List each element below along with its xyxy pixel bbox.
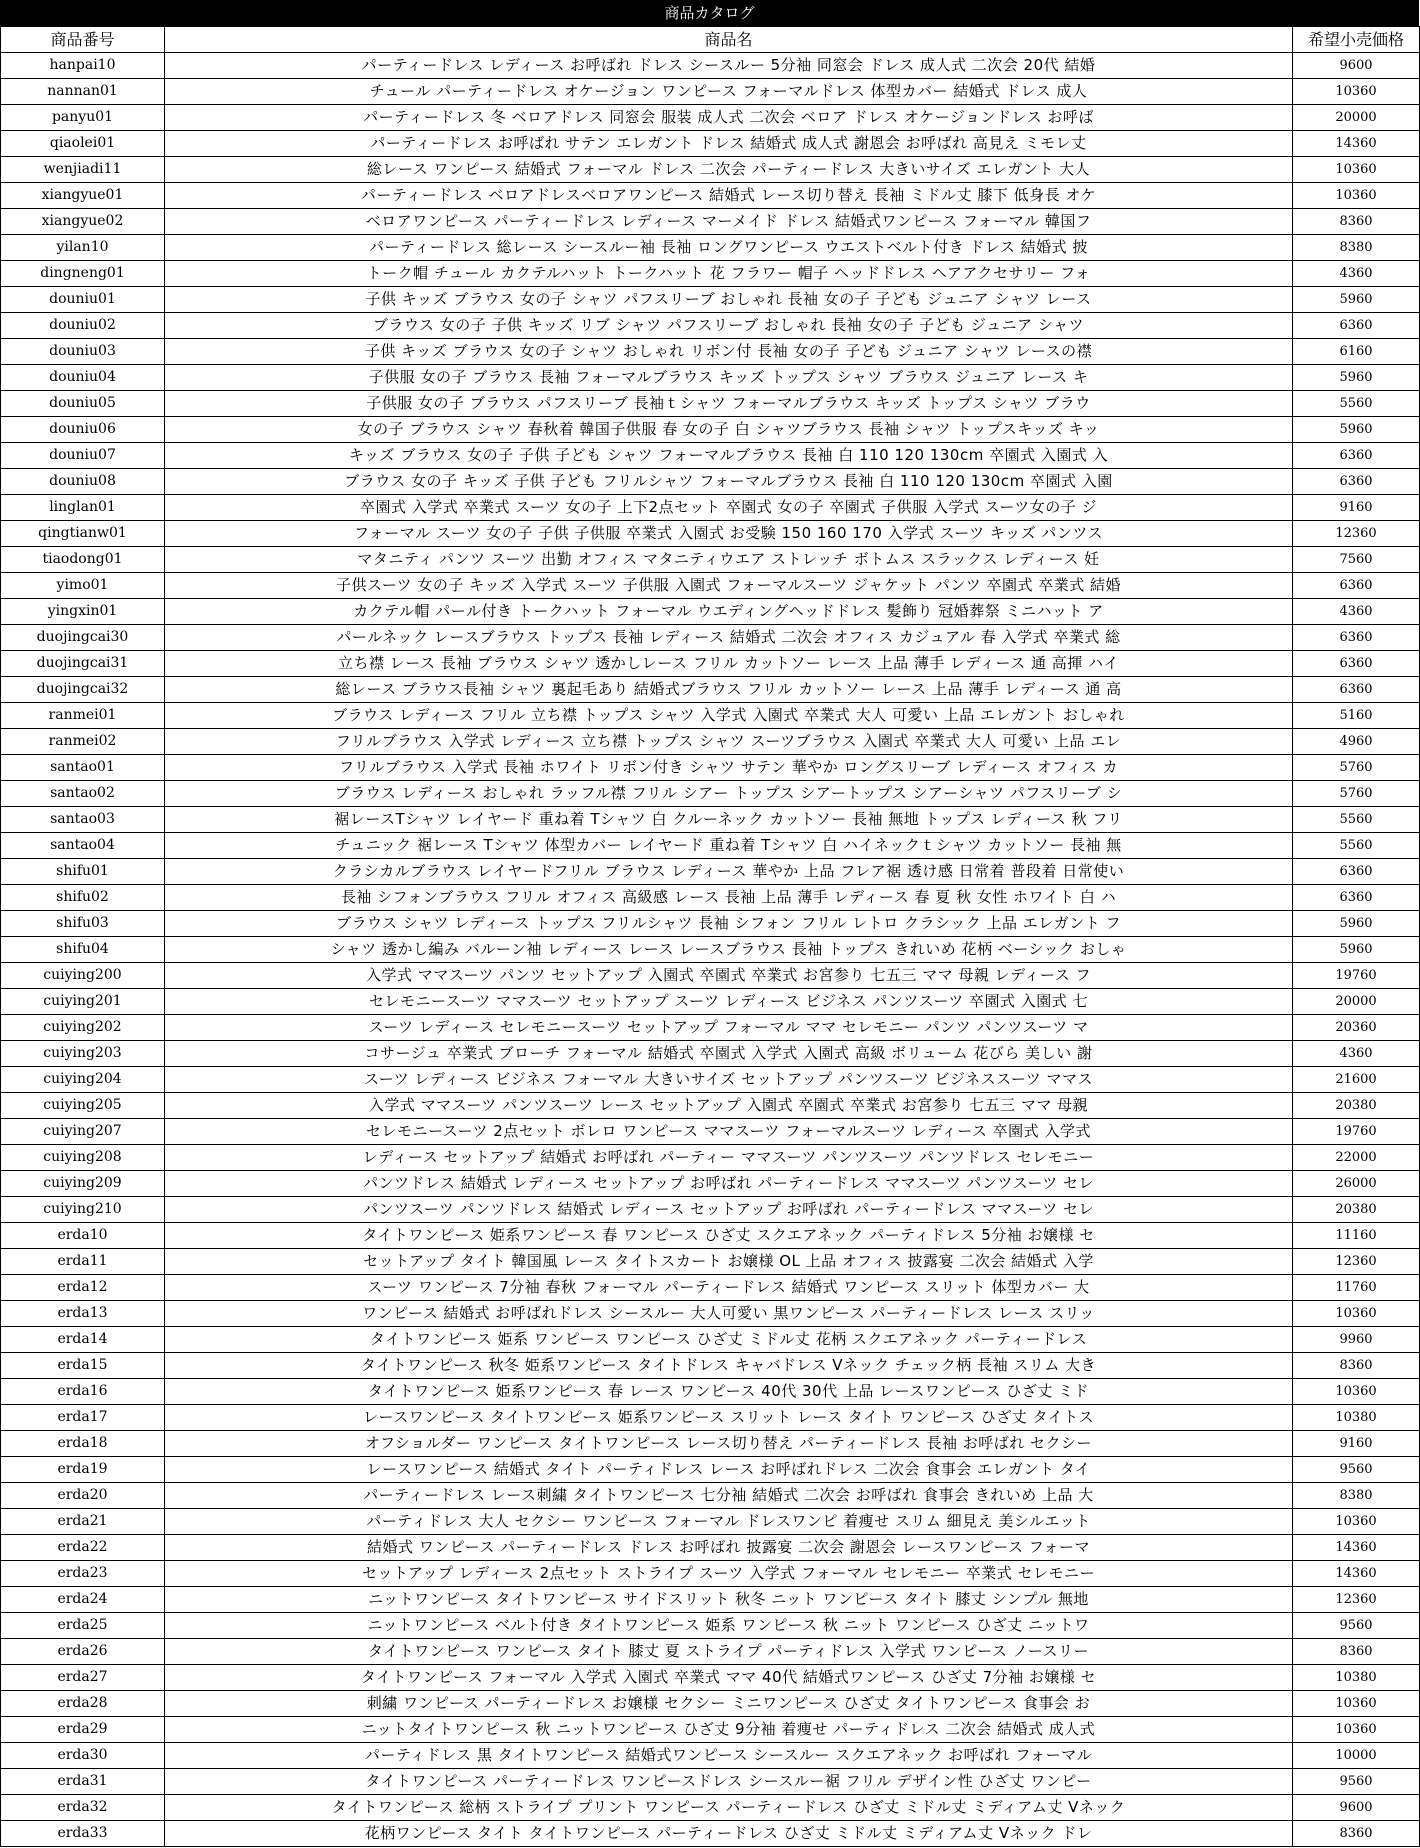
- retail-price-cell: 5960: [1293, 417, 1420, 443]
- product-code-cell: cuiying202: [1, 1015, 165, 1041]
- product-code-cell: wenjiadi11: [1, 157, 165, 183]
- product-code-cell: erda26: [1, 1639, 165, 1665]
- retail-price-cell: 10360: [1293, 157, 1420, 183]
- table-row: [1, 105, 1420, 131]
- retail-price-cell: 6360: [1293, 573, 1420, 599]
- table-row: [1, 1119, 1420, 1145]
- product-name-cell: スーツ レディース ビジネス フォーマル 大きいサイズ セットアップ パンツスーツ ビジネススーツ ママス: [165, 1067, 1293, 1093]
- product-name-cell: パーティードレス お呼ばれ サテン エレガント ドレス 結婚式 成人式 謝恩会 お呼ばれ 高見え ミモレ丈: [165, 131, 1293, 157]
- product-name-cell: ニットワンピース ベルト付き タイトワンピース 姫系 ワンピース 秋 ニット ワンピース ひざ丈 ニットワ: [165, 1613, 1293, 1639]
- product-name-cell: ブラウス レディース フリル 立ち襟 トップス シャツ 入学式 入園式 卒業式 大人 可愛い 上品 エレガント おしゃれ: [165, 703, 1293, 729]
- table-row: [1, 807, 1420, 833]
- product-code-cell: shifu01: [1, 859, 165, 885]
- retail-price-cell: 10380: [1293, 1405, 1420, 1431]
- product-name-cell: パーティードレス レース刺繍 タイトワンピース 七分袖 結婚式 二次会 お呼ばれ 食事会 きれいめ 上品 大: [165, 1483, 1293, 1509]
- product-code-cell: erda33: [1, 1821, 165, 1847]
- table-row: [1, 469, 1420, 495]
- table-row: [1, 1639, 1420, 1665]
- table-row: [1, 417, 1420, 443]
- retail-price-cell: 10360: [1293, 1691, 1420, 1717]
- retail-price-cell: 6360: [1293, 651, 1420, 677]
- product-name-cell: スーツ ワンピース 7分袖 春秋 フォーマル パーティードレス 結婚式 ワンピース スリット 体型カバー 大: [165, 1275, 1293, 1301]
- product-code-cell: cuiying201: [1, 989, 165, 1015]
- product-code-cell: erda24: [1, 1587, 165, 1613]
- retail-price-cell: 6360: [1293, 677, 1420, 703]
- product-code-cell: douniu06: [1, 417, 165, 443]
- product-code-cell: duojingcai31: [1, 651, 165, 677]
- table-row: [1, 1327, 1420, 1353]
- table-row: [1, 287, 1420, 313]
- retail-price-cell: 20000: [1293, 989, 1420, 1015]
- retail-price-cell: 19760: [1293, 963, 1420, 989]
- product-name-cell: チュニック 裾レース Tシャツ 体型カバー レイヤード 重ね着 Tシャツ 白 ハイネックｔシャツ カットソー 長袖 無: [165, 833, 1293, 859]
- product-name-cell: カクテル帽 パール付き トークハット フォーマル ウエディングヘッドドレス 髪飾り 冠婚葬祭 ミニハット ア: [165, 599, 1293, 625]
- retail-price-cell: 10360: [1293, 1379, 1420, 1405]
- retail-price-cell: 5560: [1293, 833, 1420, 859]
- product-name-cell: 子供 キッズ ブラウス 女の子 シャツ パフスリーブ おしゃれ 長袖 女の子 子ども ジュニア シャツ レース: [165, 287, 1293, 313]
- product-name-cell: 子供 キッズ ブラウス 女の子 シャツ おしゃれ リボン付 長袖 女の子 子ども ジュニア シャツ レースの襟: [165, 339, 1293, 365]
- product-name-cell: パーティードレス 総レース シースルー袖 長袖 ロングワンピース ウエストベルト付き ドレス 結婚式 披: [165, 235, 1293, 261]
- product-code-cell: santao02: [1, 781, 165, 807]
- product-code-cell: erda11: [1, 1249, 165, 1275]
- product-code-cell: erda10: [1, 1223, 165, 1249]
- table-row: [1, 157, 1420, 183]
- product-code-cell: erda23: [1, 1561, 165, 1587]
- product-name-cell: 総レース ワンピース 結婚式 フォーマル ドレス 二次会 パーティードレス 大きいサイズ エレガント 大人: [165, 157, 1293, 183]
- table-row: [1, 1431, 1420, 1457]
- product-name-cell: 入学式 ママスーツ パンツスーツ レース セットアップ 入園式 卒園式 卒業式 お宮参り 七五三 ママ 母親: [165, 1093, 1293, 1119]
- table-row: [1, 1093, 1420, 1119]
- product-name-cell: 子供スーツ 女の子 キッズ 入学式 スーツ 子供服 入園式 フォーマルスーツ ジャケット パンツ 卒園式 卒業式 結婚: [165, 573, 1293, 599]
- retail-price-cell: 4360: [1293, 261, 1420, 287]
- product-code-cell: erda22: [1, 1535, 165, 1561]
- retail-price-cell: 6160: [1293, 339, 1420, 365]
- product-name-cell: 長袖 シフォンブラウス フリル オフィス 高級感 レース 長袖 上品 薄手 レディース 春 夏 秋 女性 ホワイト 白 ハ: [165, 885, 1293, 911]
- header-row: [1, 27, 1420, 53]
- product-name-cell: チュール パーティードレス オケージョン ワンピース フォーマルドレス 体型カバー 結婚式 ドレス 成人: [165, 79, 1293, 105]
- retail-price-cell: 5960: [1293, 937, 1420, 963]
- product-code-cell: cuiying204: [1, 1067, 165, 1093]
- product-code-cell: shifu02: [1, 885, 165, 911]
- product-code-cell: cuiying208: [1, 1145, 165, 1171]
- retail-price-cell: 12360: [1293, 1587, 1420, 1613]
- table-row: [1, 443, 1420, 469]
- retail-price-cell: 5560: [1293, 807, 1420, 833]
- retail-price-cell: 14360: [1293, 1535, 1420, 1561]
- table-row: [1, 989, 1420, 1015]
- retail-price-cell: 19760: [1293, 1119, 1420, 1145]
- product-name-cell: 花柄ワンピース タイト タイトワンピース パーティードレス ひざ丈 ミドル丈 ミディアム丈 Vネック ドレ: [165, 1821, 1293, 1847]
- product-code-cell: erda14: [1, 1327, 165, 1353]
- product-name-cell: 立ち襟 レース 長袖 ブラウス シャツ 透かしレース フリル カットソー レース 上品 薄手 レディース 通 高揮 ハイ: [165, 651, 1293, 677]
- table-row: [1, 573, 1420, 599]
- product-code-cell: erda32: [1, 1795, 165, 1821]
- product-code-cell: erda20: [1, 1483, 165, 1509]
- product-code-cell: shifu04: [1, 937, 165, 963]
- retail-price-cell: 9160: [1293, 495, 1420, 521]
- product-code-cell: cuiying200: [1, 963, 165, 989]
- product-code-cell: yingxin01: [1, 599, 165, 625]
- product-code-cell: douniu01: [1, 287, 165, 313]
- retail-price-cell: 5960: [1293, 287, 1420, 313]
- product-code-cell: qingtianw01: [1, 521, 165, 547]
- table-row: [1, 1223, 1420, 1249]
- table-row: [1, 1743, 1420, 1769]
- product-code-cell: qiaolei01: [1, 131, 165, 157]
- product-name-cell: ベロアワンピース パーティードレス レディース マーメイド ドレス 結婚式ワンピース フォーマル 韓国フ: [165, 209, 1293, 235]
- retail-price-cell: 20380: [1293, 1093, 1420, 1119]
- product-code-cell: linglan01: [1, 495, 165, 521]
- table-row: [1, 339, 1420, 365]
- retail-price-cell: 4960: [1293, 729, 1420, 755]
- product-code-cell: yilan10: [1, 235, 165, 261]
- product-code-cell: erda31: [1, 1769, 165, 1795]
- product-name-cell: タイトワンピース 姫系ワンピース 春 レース ワンピース 40代 30代 上品 レースワンピース ひざ丈 ミド: [165, 1379, 1293, 1405]
- product-name-cell: レースワンピース 結婚式 タイト パーティドレス レース お呼ばれドレス 二次会 食事会 エレガント タイ: [165, 1457, 1293, 1483]
- product-code-cell: ranmei02: [1, 729, 165, 755]
- product-code-cell: hanpai10: [1, 53, 165, 79]
- product-code-cell: erda15: [1, 1353, 165, 1379]
- product-name-cell: コサージュ 卒業式 ブローチ フォーマル 結婚式 卒園式 入学式 入園式 高級 ボリューム 花びら 美しい 謝: [165, 1041, 1293, 1067]
- retail-price-cell: 22000: [1293, 1145, 1420, 1171]
- retail-price-cell: 10380: [1293, 1665, 1420, 1691]
- table-row: [1, 209, 1420, 235]
- retail-price-cell: 10360: [1293, 1509, 1420, 1535]
- retail-price-cell: 6360: [1293, 885, 1420, 911]
- retail-price-cell: 6360: [1293, 625, 1420, 651]
- product-name-cell: タイトワンピース 姫系ワンピース 春 ワンピース ひざ丈 スクエアネック パーティドレス 5分袖 お嬢様 セ: [165, 1223, 1293, 1249]
- product-code-cell: santao03: [1, 807, 165, 833]
- product-code-cell: santao01: [1, 755, 165, 781]
- table-row: [1, 1613, 1420, 1639]
- product-code-cell: xiangyue02: [1, 209, 165, 235]
- product-code-cell: panyu01: [1, 105, 165, 131]
- product-name-cell: ブラウス シャツ レディース トップス フリルシャツ 長袖 シフォン フリル レトロ クラシック 上品 エレガント フ: [165, 911, 1293, 937]
- product-code-cell: erda28: [1, 1691, 165, 1717]
- table-row: [1, 625, 1420, 651]
- retail-price-cell: 6360: [1293, 313, 1420, 339]
- retail-price-cell: 5160: [1293, 703, 1420, 729]
- table-row: [1, 1587, 1420, 1613]
- retail-price-cell: 10360: [1293, 79, 1420, 105]
- product-code-cell: nannan01: [1, 79, 165, 105]
- table-row: [1, 963, 1420, 989]
- product-name-cell: 子供服 女の子 ブラウス 長袖 フォーマルブラウス キッズ トップス シャツ ブラウス ジュニア レース キ: [165, 365, 1293, 391]
- table-row: [1, 131, 1420, 157]
- product-code-cell: erda16: [1, 1379, 165, 1405]
- product-name-cell: 刺繍 ワンピース パーティードレス お嬢様 セクシー ミニワンピース ひざ丈 タイトワンピース 食事会 お: [165, 1691, 1293, 1717]
- header-retail-price: 希望小売価格: [1293, 27, 1420, 53]
- retail-price-cell: 5760: [1293, 755, 1420, 781]
- product-name-cell: ニットワンピース タイトワンピース サイドスリット 秋冬 ニット ワンピース タイト 膝丈 シンプル 無地: [165, 1587, 1293, 1613]
- retail-price-cell: 12360: [1293, 1249, 1420, 1275]
- product-name-cell: マタニティ パンツ スーツ 出勤 オフィス マタニティウエア ストレッチ ボトムス スラックス レディース 妊: [165, 547, 1293, 573]
- product-code-cell: douniu03: [1, 339, 165, 365]
- table-row: [1, 755, 1420, 781]
- product-code-cell: cuiying209: [1, 1171, 165, 1197]
- retail-price-cell: 9560: [1293, 1457, 1420, 1483]
- retail-price-cell: 10000: [1293, 1743, 1420, 1769]
- product-name-cell: パーティドレス 大人 セクシー ワンピース フォーマル ドレスワンピ 着痩せ スリム 細見え 美シルエット: [165, 1509, 1293, 1535]
- product-name-cell: レディース セットアップ 結婚式 お呼ばれ パーティー ママスーツ パンツスーツ パンツドレス セレモニー: [165, 1145, 1293, 1171]
- table-row: [1, 1457, 1420, 1483]
- product-name-cell: パンツスーツ パンツドレス 結婚式 レディース セットアップ お呼ばれ パーティードレス ママスーツ セレ: [165, 1197, 1293, 1223]
- product-name-cell: 結婚式 ワンピース パーティードレス ドレス お呼ばれ 披露宴 二次会 謝恩会 レースワンピース フォーマ: [165, 1535, 1293, 1561]
- product-name-cell: フリルブラウス 入学式 長袖 ホワイト リボン付き シャツ サテン 華やか ロングスリーブ レディース オフィス カ: [165, 755, 1293, 781]
- table-row: [1, 833, 1420, 859]
- table-row: [1, 1535, 1420, 1561]
- product-name-cell: セットアップ レディース 2点セット ストライプ スーツ 入学式 フォーマル セレモニー 卒業式 セレモニー: [165, 1561, 1293, 1587]
- table-row: [1, 1041, 1420, 1067]
- product-name-cell: ブラウス レディース おしゃれ ラッフル襟 フリル シアー トップス シアートップス シアーシャツ パフスリーブ シ: [165, 781, 1293, 807]
- product-name-cell: クラシカルブラウス レイヤードフリル ブラウス レディース 華やか 上品 フレア裾 透け感 日常着 普段着 日常使い: [165, 859, 1293, 885]
- product-code-cell: douniu08: [1, 469, 165, 495]
- table-row: [1, 495, 1420, 521]
- header-product-code: 商品番号: [1, 27, 165, 53]
- product-name-cell: ニットタイトワンピース 秋 ニットワンピース ひざ丈 9分袖 着痩せ パーティドレス 二次会 結婚式 成人式: [165, 1717, 1293, 1743]
- table-row: [1, 1769, 1420, 1795]
- product-name-cell: パーティードレス ベロアドレスベロアワンピース 結婚式 レース切り替え 長袖 ミドル丈 膝下 低身長 オケ: [165, 183, 1293, 209]
- product-name-cell: レースワンピース タイトワンピース 姫系ワンピース スリット レース タイト ワンピース ひざ丈 タイトス: [165, 1405, 1293, 1431]
- product-name-cell: タイトワンピース フォーマル 入学式 入園式 卒業式 ママ 40代 結婚式ワンピース ひざ丈 7分袖 お嬢様 セ: [165, 1665, 1293, 1691]
- retail-price-cell: 9160: [1293, 1431, 1420, 1457]
- header-product-name: 商品名: [165, 27, 1293, 53]
- product-name-cell: 入学式 ママスーツ パンツ セットアップ 入園式 卒園式 卒業式 お宮参り 七五三 ママ 母親 レディース フ: [165, 963, 1293, 989]
- product-code-cell: cuiying203: [1, 1041, 165, 1067]
- table-row: [1, 1509, 1420, 1535]
- retail-price-cell: 9600: [1293, 1795, 1420, 1821]
- table-row: [1, 235, 1420, 261]
- table-row: [1, 365, 1420, 391]
- product-code-cell: erda13: [1, 1301, 165, 1327]
- product-code-cell: erda21: [1, 1509, 165, 1535]
- table-row: [1, 781, 1420, 807]
- table-row: [1, 79, 1420, 105]
- product-code-cell: ranmei01: [1, 703, 165, 729]
- retail-price-cell: 5960: [1293, 365, 1420, 391]
- product-name-cell: パンツドレス 結婚式 レディース セットアップ お呼ばれ パーティードレス ママスーツ パンツスーツ セレ: [165, 1171, 1293, 1197]
- table-row: [1, 391, 1420, 417]
- product-code-cell: erda19: [1, 1457, 165, 1483]
- product-code-cell: douniu05: [1, 391, 165, 417]
- product-name-cell: セレモニースーツ 2点セット ボレロ ワンピース ママスーツ フォーマルスーツ レディース 卒園式 入学式: [165, 1119, 1293, 1145]
- catalog-title: 商品カタログ: [0, 0, 1419, 26]
- retail-price-cell: 9600: [1293, 53, 1420, 79]
- product-code-cell: douniu04: [1, 365, 165, 391]
- product-code-cell: erda25: [1, 1613, 165, 1639]
- retail-price-cell: 5560: [1293, 391, 1420, 417]
- product-name-cell: 子供服 女の子 ブラウス パフスリーブ 長袖ｔシャツ フォーマルブラウス キッズ トップス シャツ ブラウ: [165, 391, 1293, 417]
- product-name-cell: フリルブラウス 入学式 レディース 立ち襟 トップス シャツ スーツブラウス 入園式 卒業式 大人 可愛い 上品 エレ: [165, 729, 1293, 755]
- table-row: [1, 1483, 1420, 1509]
- table-row: [1, 885, 1420, 911]
- retail-price-cell: 20000: [1293, 105, 1420, 131]
- table-row: [1, 729, 1420, 755]
- table-row: [1, 651, 1420, 677]
- retail-price-cell: 8380: [1293, 235, 1420, 261]
- product-code-cell: erda27: [1, 1665, 165, 1691]
- product-name-cell: パールネック レースブラウス トップス 長袖 レディース 結婚式 二次会 オフィス カジュアル 春 入学式 卒業式 総: [165, 625, 1293, 651]
- retail-price-cell: 10360: [1293, 1301, 1420, 1327]
- product-name-cell: セレモニースーツ ママスーツ セットアップ スーツ レディース ビジネス パンツスーツ 卒園式 入園式 七: [165, 989, 1293, 1015]
- retail-price-cell: 21600: [1293, 1067, 1420, 1093]
- table-row: [1, 1353, 1420, 1379]
- product-name-cell: パーティードレス 冬 ベロアドレス 同窓会 服装 成人式 二次会 ベロア ドレス オケージョンドレス お呼ば: [165, 105, 1293, 131]
- table-row: [1, 313, 1420, 339]
- table-row: [1, 1717, 1420, 1743]
- table-row: [1, 599, 1420, 625]
- product-code-cell: cuiying210: [1, 1197, 165, 1223]
- retail-price-cell: 11160: [1293, 1223, 1420, 1249]
- product-code-cell: xiangyue01: [1, 183, 165, 209]
- table-row: [1, 1665, 1420, 1691]
- table-row: [1, 1249, 1420, 1275]
- product-name-cell: タイトワンピース パーティードレス ワンピースドレス シースルー裾 フリル デザイン性 ひざ丈 ワンピー: [165, 1769, 1293, 1795]
- table-row: [1, 1405, 1420, 1431]
- retail-price-cell: 8360: [1293, 209, 1420, 235]
- table-row: [1, 1379, 1420, 1405]
- product-code-cell: santao04: [1, 833, 165, 859]
- product-code-cell: douniu07: [1, 443, 165, 469]
- retail-price-cell: 4360: [1293, 599, 1420, 625]
- retail-price-cell: 4360: [1293, 1041, 1420, 1067]
- retail-price-cell: 20360: [1293, 1015, 1420, 1041]
- table-row: [1, 261, 1420, 287]
- retail-price-cell: 12360: [1293, 521, 1420, 547]
- product-code-cell: cuiying205: [1, 1093, 165, 1119]
- retail-price-cell: 14360: [1293, 131, 1420, 157]
- retail-price-cell: 5960: [1293, 911, 1420, 937]
- retail-price-cell: 26000: [1293, 1171, 1420, 1197]
- table-row: [1, 53, 1420, 79]
- product-code-cell: duojingcai32: [1, 677, 165, 703]
- table-row: [1, 911, 1420, 937]
- product-name-cell: キッズ ブラウス 女の子 子供 子ども シャツ フォーマルブラウス 長袖 白 110 120 130cm 卒園式 入園式 入: [165, 443, 1293, 469]
- table-row: [1, 521, 1420, 547]
- product-code-cell: douniu02: [1, 313, 165, 339]
- product-name-cell: ブラウス 女の子 子供 キッズ リブ シャツ パフスリーブ おしゃれ 長袖 女の子 子ども ジュニア シャツ: [165, 313, 1293, 339]
- retail-price-cell: 10360: [1293, 183, 1420, 209]
- product-name-cell: 女の子 ブラウス シャツ 春秋着 韓国子供服 春 女の子 白 シャツブラウス 長袖 シャツ トップスキッズ キッ: [165, 417, 1293, 443]
- product-name-cell: トーク帽 チュール カクテルハット トークハット 花 フラワー 帽子 ヘッドドレス ヘアアクセサリー フォ: [165, 261, 1293, 287]
- catalog-table: [0, 26, 1420, 1847]
- retail-price-cell: 7560: [1293, 547, 1420, 573]
- table-row: [1, 1067, 1420, 1093]
- product-name-cell: ブラウス 女の子 キッズ 子供 子ども フリルシャツ フォーマルブラウス 長袖 白 110 120 130cm 卒園式 入園: [165, 469, 1293, 495]
- product-name-cell: タイトワンピース 秋冬 姫系ワンピース タイトドレス キャバドレス Vネック チェック柄 長袖 スリム 大き: [165, 1353, 1293, 1379]
- retail-price-cell: 5760: [1293, 781, 1420, 807]
- retail-price-cell: 11760: [1293, 1275, 1420, 1301]
- product-code-cell: erda18: [1, 1431, 165, 1457]
- product-name-cell: パーティドレス 黒 タイトワンピース 結婚式ワンピース シースルー スクエアネック お呼ばれ フォーマル: [165, 1743, 1293, 1769]
- product-name-cell: 卒園式 入学式 卒業式 スーツ 女の子 上下2点セット 卒園式 女の子 卒園式 子供服 入学式 スーツ女の子 ジ: [165, 495, 1293, 521]
- retail-price-cell: 6360: [1293, 469, 1420, 495]
- table-row: [1, 1145, 1420, 1171]
- product-code-cell: erda12: [1, 1275, 165, 1301]
- product-code-cell: shifu03: [1, 911, 165, 937]
- retail-price-cell: 9960: [1293, 1327, 1420, 1353]
- product-code-cell: erda30: [1, 1743, 165, 1769]
- table-row: [1, 859, 1420, 885]
- product-name-cell: タイトワンピース 総柄 ストライプ プリント ワンピース パーティードレス ひざ丈 ミドル丈 ミディアム丈 Vネック: [165, 1795, 1293, 1821]
- product-code-cell: cuiying207: [1, 1119, 165, 1145]
- product-name-cell: パーティードレス レディース お呼ばれ ドレス シースルー 5分袖 同窓会 ドレス 成人式 二次会 20代 結婚: [165, 53, 1293, 79]
- product-code-cell: erda29: [1, 1717, 165, 1743]
- table-row: [1, 1821, 1420, 1847]
- table-row: [1, 1197, 1420, 1223]
- catalog-rows: [1, 53, 1420, 1847]
- retail-price-cell: 9560: [1293, 1613, 1420, 1639]
- product-name-cell: オフショルダー ワンピース タイトワンピース レース切り替え パーティードレス 長袖 お呼ばれ セクシー: [165, 1431, 1293, 1457]
- table-row: [1, 183, 1420, 209]
- retail-price-cell: 14360: [1293, 1561, 1420, 1587]
- retail-price-cell: 8360: [1293, 1353, 1420, 1379]
- product-name-cell: 総レース ブラウス長袖 シャツ 裏起毛あり 結婚式ブラウス フリル カットソー レース 上品 薄手 レディース 通 高: [165, 677, 1293, 703]
- product-name-cell: タイトワンピース ワンピース タイト 膝丈 夏 ストライプ パーティドレス 入学式 ワンピース ノースリー: [165, 1639, 1293, 1665]
- table-row: [1, 703, 1420, 729]
- product-name-cell: タイトワンピース 姫系 ワンピース ワンピース ひざ丈 ミドル丈 花柄 スクエアネック パーティードレス: [165, 1327, 1293, 1353]
- retail-price-cell: 6360: [1293, 859, 1420, 885]
- table-row: [1, 547, 1420, 573]
- table-row: [1, 1171, 1420, 1197]
- product-name-cell: シャツ 透かし編み バルーン袖 レディース レース レースブラウス 長袖 トップス きれいめ 花柄 ベーシック おしゃ: [165, 937, 1293, 963]
- table-row: [1, 1015, 1420, 1041]
- product-code-cell: duojingcai30: [1, 625, 165, 651]
- product-name-cell: ワンピース 結婚式 お呼ばれドレス シースルー 大人可愛い 黒ワンピース パーティードレス レース スリッ: [165, 1301, 1293, 1327]
- product-name-cell: スーツ レディース セレモニースーツ セットアップ フォーマル ママ セレモニー パンツ パンツスーツ マ: [165, 1015, 1293, 1041]
- retail-price-cell: 20380: [1293, 1197, 1420, 1223]
- retail-price-cell: 8360: [1293, 1821, 1420, 1847]
- product-code-cell: erda17: [1, 1405, 165, 1431]
- retail-price-cell: 8380: [1293, 1483, 1420, 1509]
- product-name-cell: 裾レースTシャツ レイヤード 重ね着 Tシャツ 白 クルーネック カットソー 長袖 無地 トップス レディース 秋 フリ: [165, 807, 1293, 833]
- product-code-cell: dingneng01: [1, 261, 165, 287]
- table-row: [1, 1275, 1420, 1301]
- table-row: [1, 1561, 1420, 1587]
- retail-price-cell: 6360: [1293, 443, 1420, 469]
- table-row: [1, 1301, 1420, 1327]
- table-row: [1, 1795, 1420, 1821]
- table-row: [1, 1691, 1420, 1717]
- retail-price-cell: 10360: [1293, 1717, 1420, 1743]
- product-name-cell: フォーマル スーツ 女の子 子供 子供服 卒業式 入園式 お受験 150 160 170 入学式 スーツ キッズ パンツス: [165, 521, 1293, 547]
- retail-price-cell: 9560: [1293, 1769, 1420, 1795]
- product-name-cell: セットアップ タイト 韓国風 レース タイトスカート お嬢様 OL 上品 オフィス 披露宴 二次会 結婚式 入学: [165, 1249, 1293, 1275]
- product-code-cell: yimo01: [1, 573, 165, 599]
- table-row: [1, 677, 1420, 703]
- retail-price-cell: 8360: [1293, 1639, 1420, 1665]
- table-row: [1, 937, 1420, 963]
- product-code-cell: tiaodong01: [1, 547, 165, 573]
